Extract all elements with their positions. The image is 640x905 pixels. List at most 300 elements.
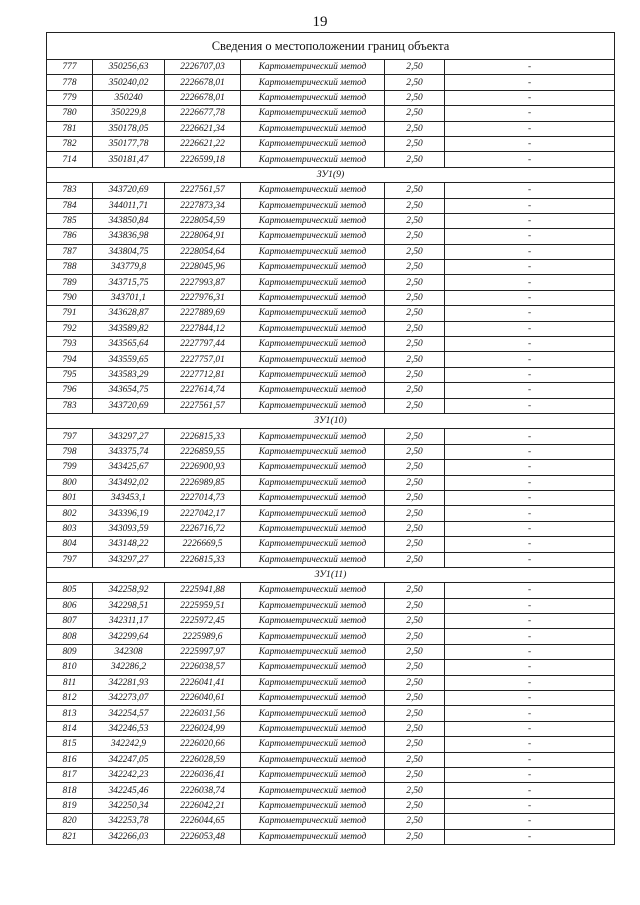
coordinate-x: 343565,64 <box>93 337 165 352</box>
description-cell: - <box>445 629 615 644</box>
coordinate-y: 2225941,88 <box>165 583 241 598</box>
point-number: 820 <box>47 814 93 829</box>
boundary-table-container <box>46 32 614 845</box>
coordinate-x: 350177,78 <box>93 136 165 151</box>
description-cell: - <box>445 229 615 244</box>
coordinate-y: 2227561,57 <box>165 183 241 198</box>
coordinate-y: 2227873,34 <box>165 198 241 213</box>
coordinate-x: 342311,17 <box>93 614 165 629</box>
method-cell: Картометрический метод <box>241 660 385 675</box>
table-row <box>47 629 615 644</box>
coordinate-x: 343779,8 <box>93 260 165 275</box>
description-cell: - <box>445 383 615 398</box>
precision-cell: 2,50 <box>385 213 445 228</box>
coordinate-y: 2227844,12 <box>165 321 241 336</box>
table-row <box>47 721 615 736</box>
table-row <box>47 614 615 629</box>
coordinate-y: 2226038,57 <box>165 660 241 675</box>
precision-cell: 2,50 <box>385 629 445 644</box>
table-row <box>47 352 615 367</box>
precision-cell: 2,50 <box>385 460 445 475</box>
description-cell: - <box>445 460 615 475</box>
group-label: ЗУ1(11) <box>47 567 615 582</box>
point-number: 780 <box>47 106 93 121</box>
coordinate-x: 342299,64 <box>93 629 165 644</box>
precision-cell: 2,50 <box>385 829 445 844</box>
method-cell: Картометрический метод <box>241 537 385 552</box>
precision-cell: 2,50 <box>385 306 445 321</box>
description-cell: - <box>445 598 615 613</box>
coordinate-x: 343297,27 <box>93 552 165 567</box>
method-cell: Картометрический метод <box>241 337 385 352</box>
precision-cell: 2,50 <box>385 798 445 813</box>
description-cell: - <box>445 352 615 367</box>
coordinate-x: 342308 <box>93 644 165 659</box>
description-cell: - <box>445 521 615 536</box>
point-number: 799 <box>47 460 93 475</box>
precision-cell: 2,50 <box>385 644 445 659</box>
method-cell: Картометрический метод <box>241 367 385 382</box>
coordinate-x: 342250,34 <box>93 798 165 813</box>
coordinate-y: 2226707,03 <box>165 60 241 75</box>
precision-cell: 2,50 <box>385 290 445 305</box>
coordinate-x: 350240,02 <box>93 75 165 90</box>
point-number: 804 <box>47 537 93 552</box>
coordinate-x: 342298,51 <box>93 598 165 613</box>
precision-cell: 2,50 <box>385 136 445 151</box>
description-cell: - <box>445 614 615 629</box>
point-number: 783 <box>47 398 93 413</box>
precision-cell: 2,50 <box>385 398 445 413</box>
method-cell: Картометрический метод <box>241 691 385 706</box>
precision-cell: 2,50 <box>385 152 445 167</box>
coordinate-y: 2226678,01 <box>165 90 241 105</box>
coordinate-y: 2226678,01 <box>165 75 241 90</box>
point-number: 802 <box>47 506 93 521</box>
table-row <box>47 552 615 567</box>
precision-cell: 2,50 <box>385 275 445 290</box>
method-cell: Картометрический метод <box>241 460 385 475</box>
description-cell: - <box>445 721 615 736</box>
method-cell: Картометрический метод <box>241 429 385 444</box>
point-number: 782 <box>47 136 93 151</box>
coordinate-y: 2226989,85 <box>165 475 241 490</box>
precision-cell: 2,50 <box>385 537 445 552</box>
coordinate-y: 2226053,48 <box>165 829 241 844</box>
precision-cell: 2,50 <box>385 660 445 675</box>
coordinate-y: 2227614,74 <box>165 383 241 398</box>
coordinate-x: 350240 <box>93 90 165 105</box>
coordinate-x: 342273,07 <box>93 691 165 706</box>
point-number: 812 <box>47 691 93 706</box>
precision-cell: 2,50 <box>385 198 445 213</box>
point-number: 801 <box>47 490 93 505</box>
coordinate-x: 343850,84 <box>93 213 165 228</box>
table-row <box>47 521 615 536</box>
coordinate-x: 343492,02 <box>93 475 165 490</box>
method-cell: Картометрический метод <box>241 475 385 490</box>
method-cell: Картометрический метод <box>241 629 385 644</box>
description-cell: - <box>445 783 615 798</box>
point-number: 792 <box>47 321 93 336</box>
coordinate-y: 2228054,59 <box>165 213 241 228</box>
point-number: 805 <box>47 583 93 598</box>
method-cell: Картометрический метод <box>241 183 385 198</box>
method-cell: Картометрический метод <box>241 152 385 167</box>
coordinate-y: 2226038,74 <box>165 783 241 798</box>
point-number: 811 <box>47 675 93 690</box>
point-number: 817 <box>47 767 93 782</box>
precision-cell: 2,50 <box>385 783 445 798</box>
description-cell: - <box>445 306 615 321</box>
precision-cell: 2,50 <box>385 244 445 259</box>
coordinate-y: 2227757,01 <box>165 352 241 367</box>
coordinate-x: 343583,29 <box>93 367 165 382</box>
description-cell: - <box>445 675 615 690</box>
method-cell: Картометрический метод <box>241 352 385 367</box>
precision-cell: 2,50 <box>385 60 445 75</box>
coordinate-y: 2226859,55 <box>165 444 241 459</box>
precision-cell: 2,50 <box>385 260 445 275</box>
coordinate-x: 343701,1 <box>93 290 165 305</box>
coordinate-x: 342246,53 <box>93 721 165 736</box>
precision-cell: 2,50 <box>385 352 445 367</box>
method-cell: Картометрический метод <box>241 583 385 598</box>
point-number: 807 <box>47 614 93 629</box>
coordinate-x: 342258,92 <box>93 583 165 598</box>
point-number: 818 <box>47 783 93 798</box>
method-cell: Картометрический метод <box>241 675 385 690</box>
description-cell: - <box>445 706 615 721</box>
table-row <box>47 229 615 244</box>
table-title-row <box>47 33 615 60</box>
point-number: 798 <box>47 444 93 459</box>
point-number: 806 <box>47 598 93 613</box>
table-row <box>47 644 615 659</box>
coordinate-x: 343559,65 <box>93 352 165 367</box>
coordinate-x: 343453,1 <box>93 490 165 505</box>
precision-cell: 2,50 <box>385 229 445 244</box>
point-number: 795 <box>47 367 93 382</box>
method-cell: Картометрический метод <box>241 829 385 844</box>
method-cell: Картометрический метод <box>241 290 385 305</box>
table-row <box>47 183 615 198</box>
table-row <box>47 106 615 121</box>
coordinate-y: 2227561,57 <box>165 398 241 413</box>
coordinate-x: 350178,05 <box>93 121 165 136</box>
coordinate-x: 343396,19 <box>93 506 165 521</box>
description-cell: - <box>445 583 615 598</box>
table-row <box>47 136 615 151</box>
method-cell: Картометрический метод <box>241 552 385 567</box>
coordinate-y: 2225989,6 <box>165 629 241 644</box>
point-number: 783 <box>47 183 93 198</box>
method-cell: Картометрический метод <box>241 721 385 736</box>
table-row <box>47 767 615 782</box>
method-cell: Картометрический метод <box>241 213 385 228</box>
precision-cell: 2,50 <box>385 706 445 721</box>
point-number: 821 <box>47 829 93 844</box>
coordinate-y: 2226020,66 <box>165 737 241 752</box>
precision-cell: 2,50 <box>385 721 445 736</box>
precision-cell: 2,50 <box>385 506 445 521</box>
precision-cell: 2,50 <box>385 614 445 629</box>
method-cell: Картометрический метод <box>241 383 385 398</box>
table-row <box>47 244 615 259</box>
point-number: 808 <box>47 629 93 644</box>
description-cell: - <box>445 429 615 444</box>
precision-cell: 2,50 <box>385 444 445 459</box>
method-cell: Картометрический метод <box>241 398 385 413</box>
coordinate-x: 343589,82 <box>93 321 165 336</box>
point-number: 809 <box>47 644 93 659</box>
method-cell: Картометрический метод <box>241 136 385 151</box>
table-row <box>47 383 615 398</box>
table-row <box>47 337 615 352</box>
description-cell: - <box>445 198 615 213</box>
point-number: 816 <box>47 752 93 767</box>
coordinate-y: 2226815,33 <box>165 429 241 444</box>
description-cell: - <box>445 321 615 336</box>
coordinate-x: 343628,87 <box>93 306 165 321</box>
description-cell: - <box>445 75 615 90</box>
coordinate-x: 350229,8 <box>93 106 165 121</box>
coordinate-x: 350256,63 <box>93 60 165 75</box>
table-row <box>47 706 615 721</box>
coordinate-y: 2226716,72 <box>165 521 241 536</box>
method-cell: Картометрический метод <box>241 275 385 290</box>
coordinate-x: 342242,9 <box>93 737 165 752</box>
description-cell: - <box>445 829 615 844</box>
coordinate-x: 342286,2 <box>93 660 165 675</box>
point-number: 814 <box>47 721 93 736</box>
coordinate-x: 343375,74 <box>93 444 165 459</box>
point-number: 777 <box>47 60 93 75</box>
coordinate-y: 2227976,31 <box>165 290 241 305</box>
coordinate-y: 2226621,34 <box>165 121 241 136</box>
method-cell: Картометрический метод <box>241 306 385 321</box>
point-number: 786 <box>47 229 93 244</box>
table-row <box>47 429 615 444</box>
point-number: 781 <box>47 121 93 136</box>
coordinate-y: 2227042,17 <box>165 506 241 521</box>
table-row <box>47 829 615 844</box>
method-cell: Картометрический метод <box>241 444 385 459</box>
coordinate-y: 2226028,59 <box>165 752 241 767</box>
table-row <box>47 60 615 75</box>
method-cell: Картометрический метод <box>241 614 385 629</box>
point-number: 803 <box>47 521 93 536</box>
point-number: 785 <box>47 213 93 228</box>
description-cell: - <box>445 290 615 305</box>
coordinate-x: 342253,78 <box>93 814 165 829</box>
method-cell: Картометрический метод <box>241 737 385 752</box>
description-cell: - <box>445 552 615 567</box>
description-cell: - <box>445 398 615 413</box>
method-cell: Картометрический метод <box>241 706 385 721</box>
precision-cell: 2,50 <box>385 321 445 336</box>
table-row <box>47 460 615 475</box>
description-cell: - <box>445 367 615 382</box>
coordinate-y: 2225972,45 <box>165 614 241 629</box>
description-cell: - <box>445 752 615 767</box>
description-cell: - <box>445 60 615 75</box>
method-cell: Картометрический метод <box>241 814 385 829</box>
coordinate-y: 2228054,64 <box>165 244 241 259</box>
coordinate-x: 343715,75 <box>93 275 165 290</box>
table-row <box>47 783 615 798</box>
point-number: 793 <box>47 337 93 352</box>
point-number: 787 <box>47 244 93 259</box>
coordinate-y: 2227797,44 <box>165 337 241 352</box>
description-cell: - <box>445 244 615 259</box>
point-number: 796 <box>47 383 93 398</box>
coordinate-y: 2228045,96 <box>165 260 241 275</box>
table-row <box>47 75 615 90</box>
coordinate-y: 2226669,5 <box>165 537 241 552</box>
point-number: 800 <box>47 475 93 490</box>
precision-cell: 2,50 <box>385 383 445 398</box>
table-row <box>47 275 615 290</box>
point-number: 794 <box>47 352 93 367</box>
coordinate-y: 2227889,69 <box>165 306 241 321</box>
method-cell: Картометрический метод <box>241 198 385 213</box>
point-number: 791 <box>47 306 93 321</box>
coordinate-x: 342242,23 <box>93 767 165 782</box>
description-cell: - <box>445 475 615 490</box>
coordinate-x: 342247,05 <box>93 752 165 767</box>
coordinate-y: 2226024,99 <box>165 721 241 736</box>
precision-cell: 2,50 <box>385 598 445 613</box>
description-cell: - <box>445 767 615 782</box>
method-cell: Картометрический метод <box>241 321 385 336</box>
table-row <box>47 598 615 613</box>
table-row <box>47 290 615 305</box>
description-cell: - <box>445 537 615 552</box>
point-number: 813 <box>47 706 93 721</box>
coordinate-x: 342266,03 <box>93 829 165 844</box>
description-cell: - <box>445 152 615 167</box>
coordinate-x: 343836,98 <box>93 229 165 244</box>
table-row <box>47 198 615 213</box>
table-row <box>47 691 615 706</box>
precision-cell: 2,50 <box>385 752 445 767</box>
precision-cell: 2,50 <box>385 552 445 567</box>
coordinate-y: 2226815,33 <box>165 552 241 567</box>
group-label: ЗУ1(10) <box>47 413 615 428</box>
description-cell: - <box>445 337 615 352</box>
precision-cell: 2,50 <box>385 521 445 536</box>
group-header-row <box>47 567 615 582</box>
table-row <box>47 737 615 752</box>
method-cell: Картометрический метод <box>241 767 385 782</box>
point-number: 784 <box>47 198 93 213</box>
page-number: 19 <box>312 14 328 30</box>
precision-cell: 2,50 <box>385 583 445 598</box>
coordinate-y: 2228064,91 <box>165 229 241 244</box>
coordinate-x: 344011,71 <box>93 198 165 213</box>
description-cell: - <box>445 444 615 459</box>
method-cell: Картометрический метод <box>241 798 385 813</box>
point-number: 789 <box>47 275 93 290</box>
precision-cell: 2,50 <box>385 675 445 690</box>
coordinate-x: 343425,67 <box>93 460 165 475</box>
coordinate-y: 2226599,18 <box>165 152 241 167</box>
coordinate-x: 342245,46 <box>93 783 165 798</box>
description-cell: - <box>445 275 615 290</box>
coordinate-x: 343654,75 <box>93 383 165 398</box>
precision-cell: 2,50 <box>385 90 445 105</box>
table-row <box>47 537 615 552</box>
description-cell: - <box>445 644 615 659</box>
point-number: 714 <box>47 152 93 167</box>
method-cell: Картометрический метод <box>241 598 385 613</box>
group-header-row <box>47 413 615 428</box>
precision-cell: 2,50 <box>385 475 445 490</box>
method-cell: Картометрический метод <box>241 229 385 244</box>
description-cell: - <box>445 136 615 151</box>
method-cell: Картометрический метод <box>241 644 385 659</box>
table-row <box>47 814 615 829</box>
coordinate-y: 2226041,41 <box>165 675 241 690</box>
table-row <box>47 306 615 321</box>
coordinate-x: 343720,69 <box>93 183 165 198</box>
method-cell: Картометрический метод <box>241 121 385 136</box>
description-cell: - <box>445 213 615 228</box>
table-row <box>47 490 615 505</box>
coordinate-y: 2226677,78 <box>165 106 241 121</box>
table-row <box>47 798 615 813</box>
description-cell: - <box>445 814 615 829</box>
method-cell: Картометрический метод <box>241 90 385 105</box>
coordinate-x: 350181,47 <box>93 152 165 167</box>
point-number: 810 <box>47 660 93 675</box>
table-row <box>47 660 615 675</box>
description-cell: - <box>445 660 615 675</box>
method-cell: Картометрический метод <box>241 490 385 505</box>
method-cell: Картометрический метод <box>241 783 385 798</box>
coordinate-y: 2226042,21 <box>165 798 241 813</box>
table-row <box>47 367 615 382</box>
point-number: 779 <box>47 90 93 105</box>
method-cell: Картометрический метод <box>241 521 385 536</box>
coordinate-y: 2226036,41 <box>165 767 241 782</box>
table-row <box>47 152 615 167</box>
table-row <box>47 583 615 598</box>
table-row <box>47 213 615 228</box>
point-number: 797 <box>47 429 93 444</box>
table-row <box>47 752 615 767</box>
table-row <box>47 121 615 136</box>
point-number: 815 <box>47 737 93 752</box>
method-cell: Картометрический метод <box>241 60 385 75</box>
point-number: 797 <box>47 552 93 567</box>
coordinate-x: 342281,93 <box>93 675 165 690</box>
table-title: Сведения о местоположении границ объекта <box>47 33 615 60</box>
coordinate-y: 2227993,87 <box>165 275 241 290</box>
table-row <box>47 444 615 459</box>
description-cell: - <box>445 691 615 706</box>
boundary-coordinates-table <box>46 32 615 845</box>
coordinate-y: 2226900,93 <box>165 460 241 475</box>
method-cell: Картометрический метод <box>241 244 385 259</box>
coordinate-x: 343720,69 <box>93 398 165 413</box>
precision-cell: 2,50 <box>385 367 445 382</box>
precision-cell: 2,50 <box>385 106 445 121</box>
description-cell: - <box>445 798 615 813</box>
table-row <box>47 90 615 105</box>
precision-cell: 2,50 <box>385 337 445 352</box>
